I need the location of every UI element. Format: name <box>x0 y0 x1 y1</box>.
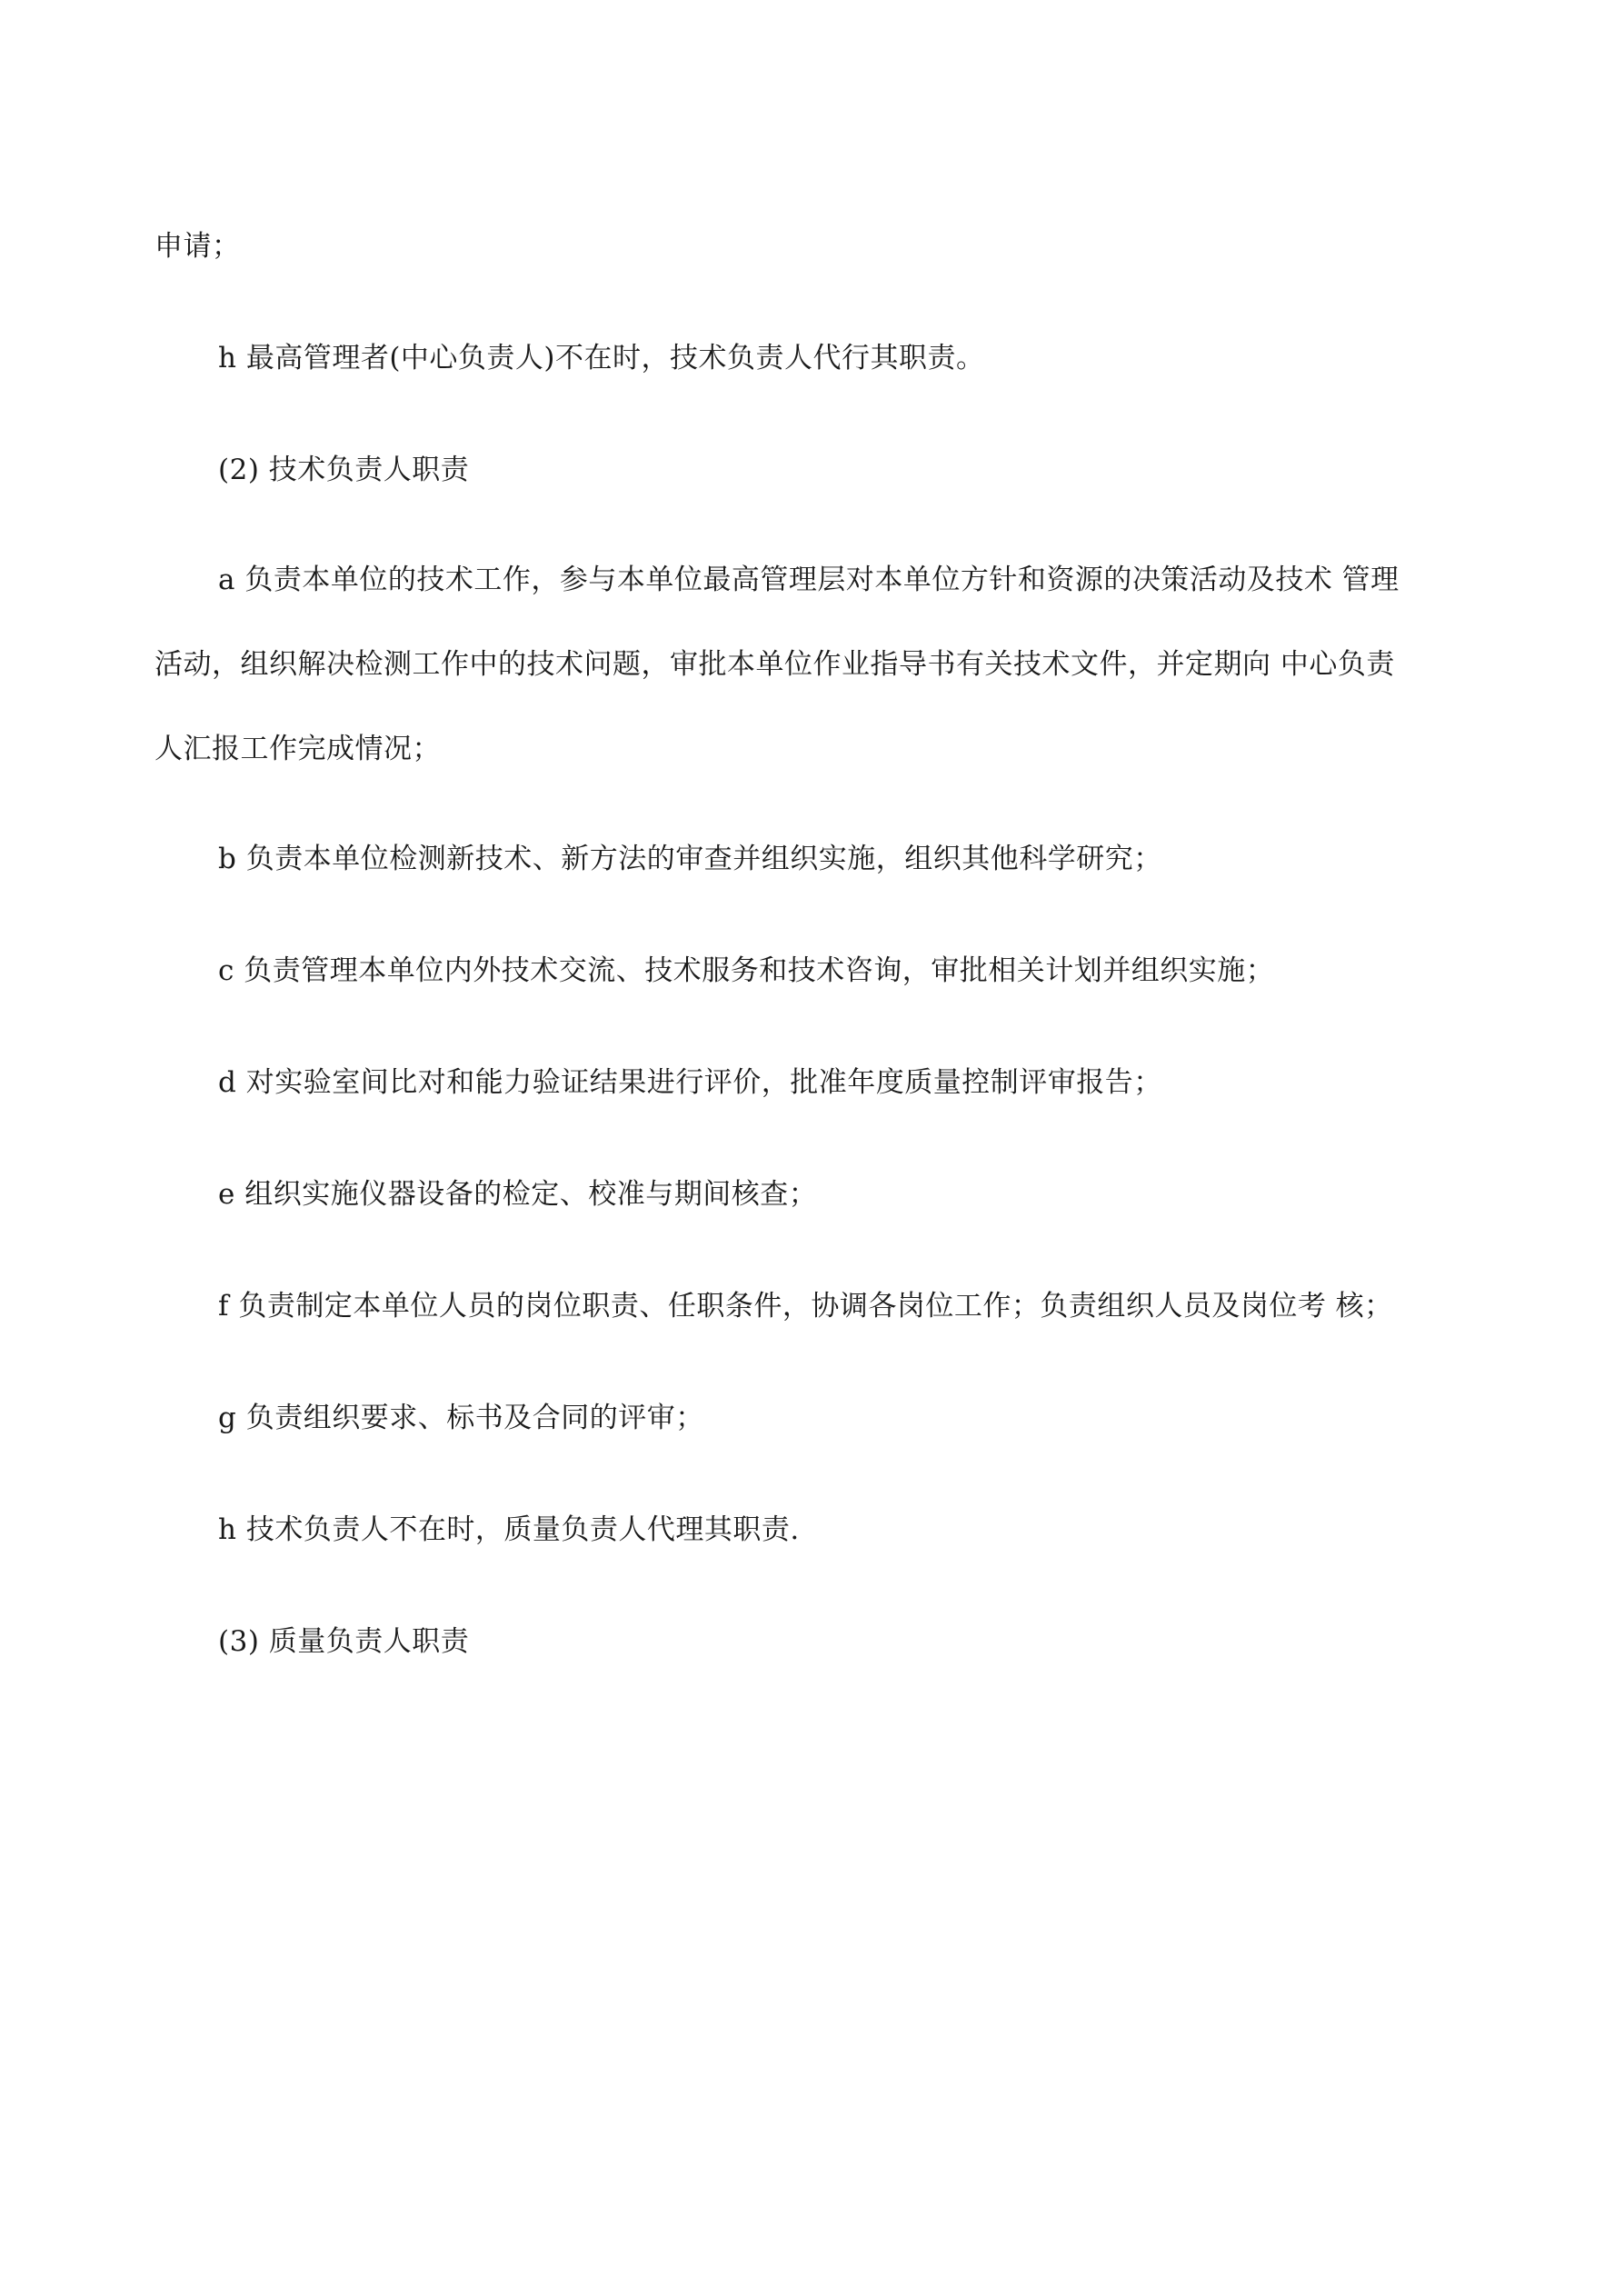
section-heading-3: (3) 质量负责人职责 <box>218 1625 470 1658</box>
text-line-item-c: c 负责管理本单位内外技术交流、技术服务和技术咨询，审批相关计划并组织实施； <box>218 954 1275 987</box>
text-line-item-d: d 对实验室间比对和能力验证结果进行评价，批准年度质量控制评审报告； <box>218 1066 1162 1099</box>
text-line-item-a-3: 人汇报工作完成情况； <box>154 733 441 765</box>
text-line-item-a-1: a 负责本单位的技术工作，参与本单位最高管理层对本单位方针和资源的决策活动及技术 管理 <box>218 564 1400 596</box>
text-line-item-f: f 负责制定本单位人员的岗位职责、任职条件，协调各岗位工作；负责组织人员及岗位考 核； <box>218 1290 1393 1323</box>
text-line-item-h-tech-head: h 技术负责人不在时，质量负责人代理其职责. <box>218 1513 800 1546</box>
text-line-item-e: e 组织实施仪器设备的检定、校准与期间核查； <box>218 1178 818 1211</box>
section-heading-2: (2) 技术负责人职责 <box>218 454 470 486</box>
text-line-continuation: 申请； <box>154 230 241 263</box>
text-line-item-h-top-manager: h 最高管理者(中心负责人)不在时，技术负责人代行其职责。 <box>218 342 985 374</box>
text-line-item-b: b 负责本单位检测新技术、新方法的审查并组织实施，组织其他科学研究； <box>218 843 1162 875</box>
text-line-item-g: g 负责组织要求、标书及合同的评审； <box>218 1402 704 1434</box>
text-line-item-a-2: 活动，组织解决检测工作中的技术问题，审批本单位作业指导书有关技术文件，并定期向 中心负责 <box>154 648 1395 681</box>
